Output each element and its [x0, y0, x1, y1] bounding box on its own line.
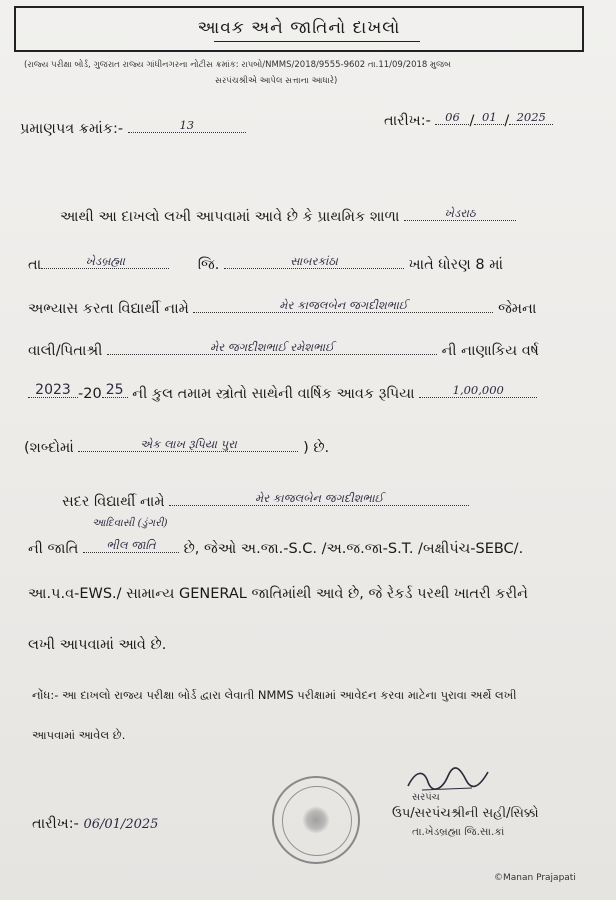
certificate-title: આવક અને જાતિનો દાખલો: [16, 18, 582, 38]
certificate-number-label: પ્રમાણપત્ર ક્રમાંક:-: [20, 121, 124, 137]
body-text: સદર વિદ્યાર્થી નામે: [62, 494, 165, 510]
fy-separator: -20: [78, 386, 102, 402]
date-bottom-row: [32, 816, 158, 832]
official-seal-stamp: [272, 776, 360, 864]
body-line-9: આ.પ.વ-EWS./ સામાન્ય GENERAL જાતિમાંથી આવે છે, જે રેકર્ડ પરથી ખાતરી કરીને: [28, 586, 528, 602]
body-text: ) છે.: [303, 440, 330, 456]
caste-annotation: આદિવાસી (ડુંગરી): [92, 517, 168, 529]
date-top-label: તારીખ:-: [384, 113, 431, 129]
date-bottom-label: તારીખ:-: [32, 816, 79, 832]
credit-watermark: ©Manan Prajapati: [494, 873, 576, 883]
body-line-1: [60, 206, 516, 225]
body-text: જેમના: [498, 301, 537, 317]
body-text: ની નાણાકિય વર્ષ: [441, 343, 539, 359]
certificate-number-value: 13: [128, 118, 246, 133]
footnote-label: નોંધ:-: [32, 688, 59, 702]
signatory-title-small: સરપંચ: [412, 792, 440, 803]
body-text: આથી આ દાખલો લખી આપવામાં આવે છે કે પ્રાથમિક શાળા: [60, 209, 400, 225]
signatory-line1: ઉપ/સરપંચશ્રીની સહી/સિક્કો: [392, 806, 539, 821]
signatory-line2: તા.ખેડબ્રહ્મા જિ.સા.કાં: [412, 826, 505, 838]
student-name-repeat: મેર કાજલબેન જગદીશભાઈ: [169, 491, 469, 506]
date-bottom-value: 06/01/2025: [83, 817, 159, 832]
guardian-name: મેર જગદીશભાઈ રમેશભાઈ: [107, 340, 437, 355]
body-text: તા: [28, 257, 42, 273]
signature-mark: [402, 764, 492, 794]
certificate-number-row: [20, 118, 246, 137]
caste-value: ભીલ જાતિ: [83, 538, 179, 553]
body-line-7: [62, 491, 469, 510]
body-text: ની જાતિ: [28, 541, 79, 557]
date-top-month: 01: [474, 110, 504, 125]
date-top-year: 2025: [509, 110, 553, 125]
body-text: વાલી/પિતાશ્રી: [28, 343, 103, 359]
district-name: સાબરકાંઠા: [224, 254, 404, 269]
income-in-words: એક લાખ રૂપિયા પુરા: [78, 437, 298, 452]
reference-note-line2: સરપંચશ્રીએ આપેલ સત્તાના આધારે): [215, 76, 338, 86]
date-top-row: તારીખ:- 06 / 01 / 2025: [384, 110, 553, 129]
date-top-day: 06: [435, 110, 469, 125]
body-text: જિ.: [197, 257, 220, 273]
annual-income: 1,00,000: [419, 383, 537, 398]
body-text: (શબ્દોમાં: [24, 440, 74, 456]
school-name: ખેડરાઠ: [404, 206, 516, 221]
body-line-5: [28, 383, 537, 402]
body-line-6: [24, 437, 329, 456]
body-line-10: લખી આપવામાં આવે છે.: [28, 637, 167, 653]
body-text: ની કુલ તમામ સ્ત્રોતો સાથેની વાર્ષિક આવક રૂપિયા: [132, 386, 415, 402]
footnote-text: આ દાખલો રાજ્ય પરીક્ષા બોર્ડ દ્વારા લેવાતી NMMS પરીક્ષામાં આવેદન કરવા માટેના પુરાવા અર્થે લખી: [62, 688, 517, 702]
taluka-name: ખેડબ્રહ્મા: [41, 254, 169, 269]
footnote-line1: [32, 688, 516, 703]
body-line-2: [28, 254, 503, 273]
fy-start: 2023: [28, 383, 78, 398]
body-text: ખાતે ધોરણ 8 માં: [408, 257, 504, 273]
fy-end: 25: [102, 383, 128, 398]
reference-note-line1: (રાજ્ય પરીક્ષા બોર્ડ, ગુજરાત રાજ્ય ગાંધીનગરના નોટીસ ક્રમાંક: રાપબો/NMMS/2018/9555-9602 તા.11/09/2018 મુજબ: [24, 60, 451, 70]
body-line-4: [28, 340, 539, 359]
student-name: મેર કાજલબેન જગદીશભાઈ: [193, 298, 493, 313]
body-line-3: [28, 298, 536, 317]
body-text: અભ્યાસ કરતા વિદ્યાર્થી નામે: [28, 301, 189, 317]
body-line-8: [28, 538, 523, 557]
body-text: છે, જેઓ અ.જા.-S.C. /અ.જ.જા-S.T. /બક્ષીપંચ-SEBC/.: [183, 541, 524, 557]
footnote-line2: આપવામાં આવેલ છે.: [32, 728, 126, 742]
title-box: [14, 6, 584, 52]
